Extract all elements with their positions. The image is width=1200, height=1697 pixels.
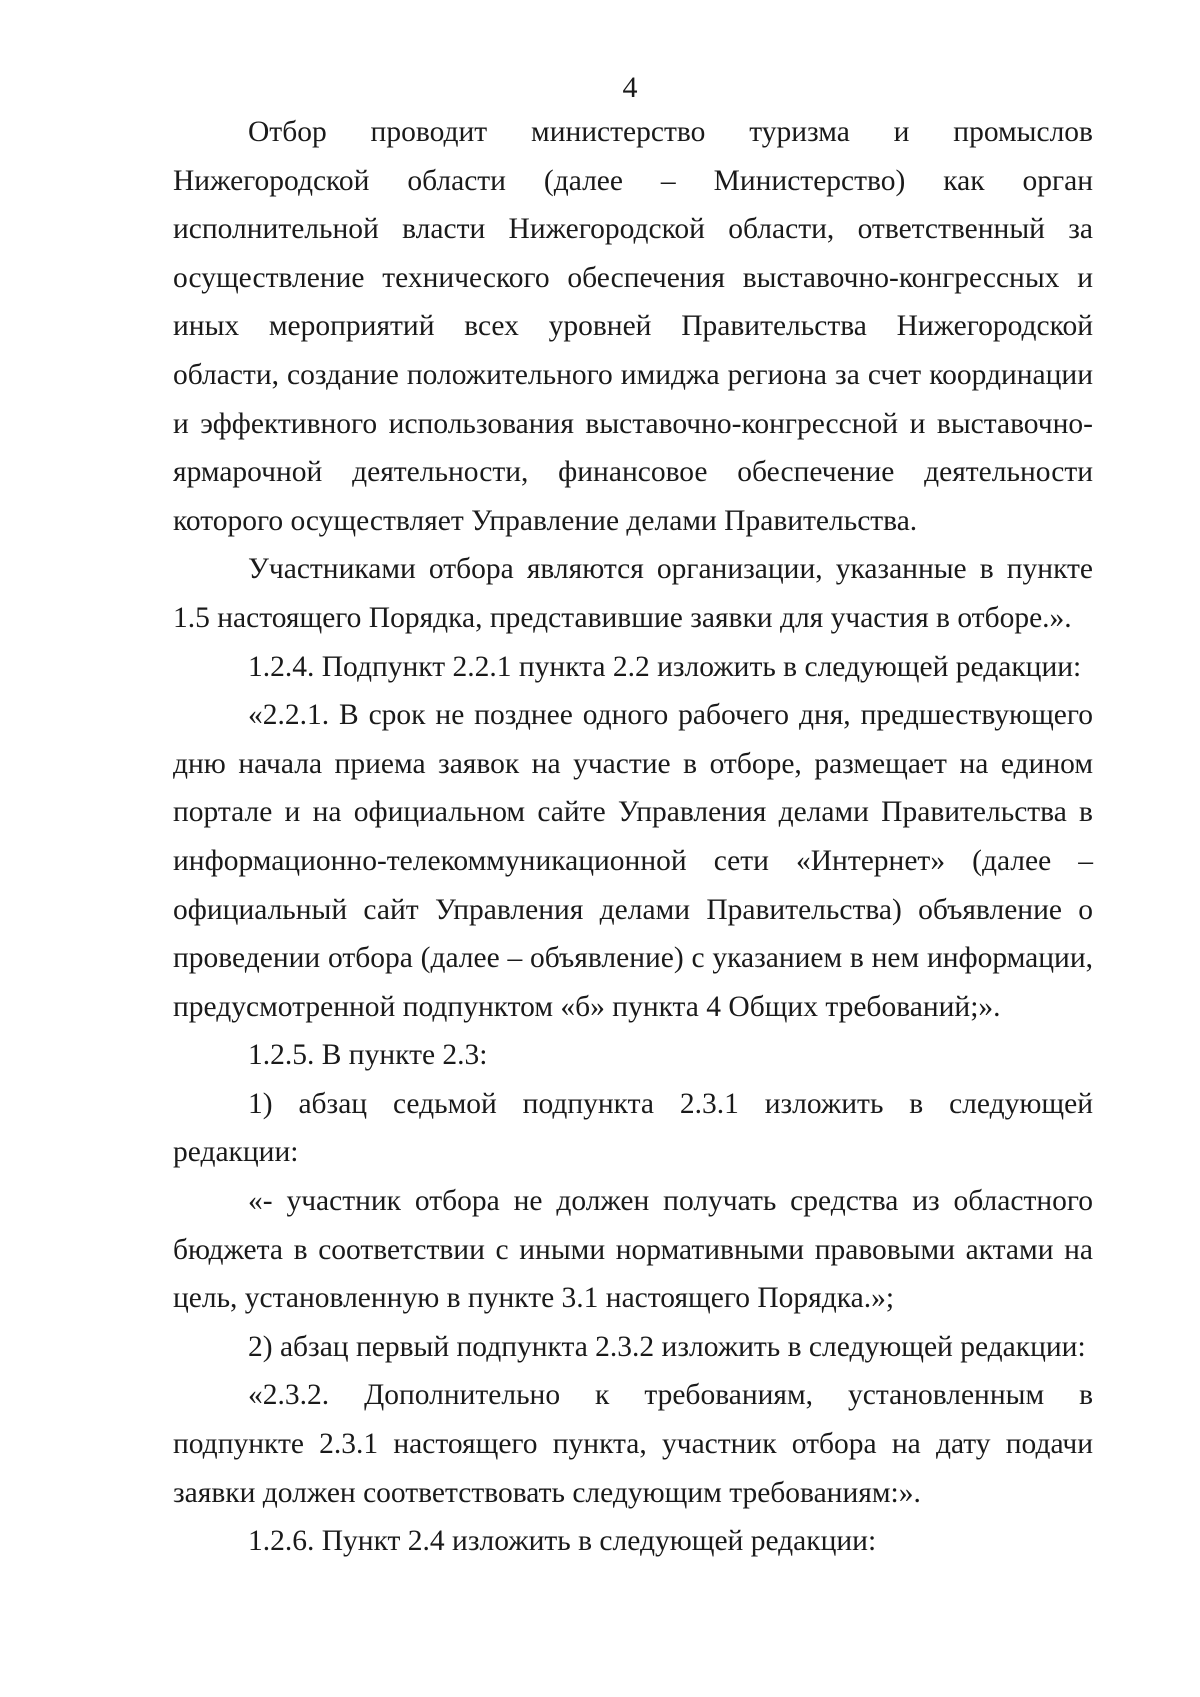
paragraph-1-2-4: 1.2.4. Подпункт 2.2.1 пункта 2.2 изложить в следующей редакции: [248, 650, 1082, 683]
paragraph-organizer: Отбор проводит министерство туризма и промыслов Нижегородской области (далее – Министерство) как орган исполнительной власти Нижегородской области, ответственный за осуществление технического обеспечения выставочно-конгрессных и иных мероприятий всех уровней Правительства Нижегородской области, создание положительного имиджа региона за счет координации и эффективного использования выставочно-конгрессной и выставочно-ярмарочной деятельности, финансовое обеспечение деятельности которого осуществляет Управление делами Правительства. [173, 116, 1093, 537]
paragraph-2-3-2: «2.3.2. Дополнительно к требованиям, установленным в подпункте 2.3.1 настоящего пункта, участник отбора на дату подачи заявки должен соответствовать следующим требованиям:». [173, 1379, 1093, 1509]
paragraph-1-2-5: 1.2.5. В пункте 2.3: [248, 1039, 488, 1072]
page-number: 4 [622, 71, 638, 104]
paragraph-2-2-1: «2.2.1. В срок не позднее одного рабочего дня, предшествующего дню начала приема заявок на участие в отборе, размещает на едином портале и на официальном сайте Управления делами Правительства в информационно-телекоммуникационной сети «Интернет» (далее – официальный сайт Управления делами Правительства) объявление о проведении отбора (далее – объявление) с указанием в нем информации, предусмотренной подпунктом «б» пункта 4 Общих требований;». [173, 699, 1093, 1023]
document-body [173, 108, 1093, 1566]
paragraph-1-2-6: 1.2.6. Пункт 2.4 изложить в следующей редакции: [248, 1525, 877, 1558]
paragraph-item-1: 1) абзац седьмой подпункта 2.3.1 изложить в следующей редакции: [173, 1087, 1093, 1169]
paragraph-item-2: 2) абзац первый подпункта 2.3.2 изложить в следующей редакции: [248, 1330, 1086, 1363]
paragraph-budget-condition: «- участник отбора не должен получать средства из областного бюджета в соответствии с иными нормативными правовыми актами на цель, установленную в пункте 3.1 настоящего Порядка.»; [173, 1185, 1093, 1315]
paragraph-participants: Участниками отбора являются организации, указанные в пункте 1.5 настоящего Порядка, представившие заявки для участия в отборе.». [173, 553, 1093, 634]
